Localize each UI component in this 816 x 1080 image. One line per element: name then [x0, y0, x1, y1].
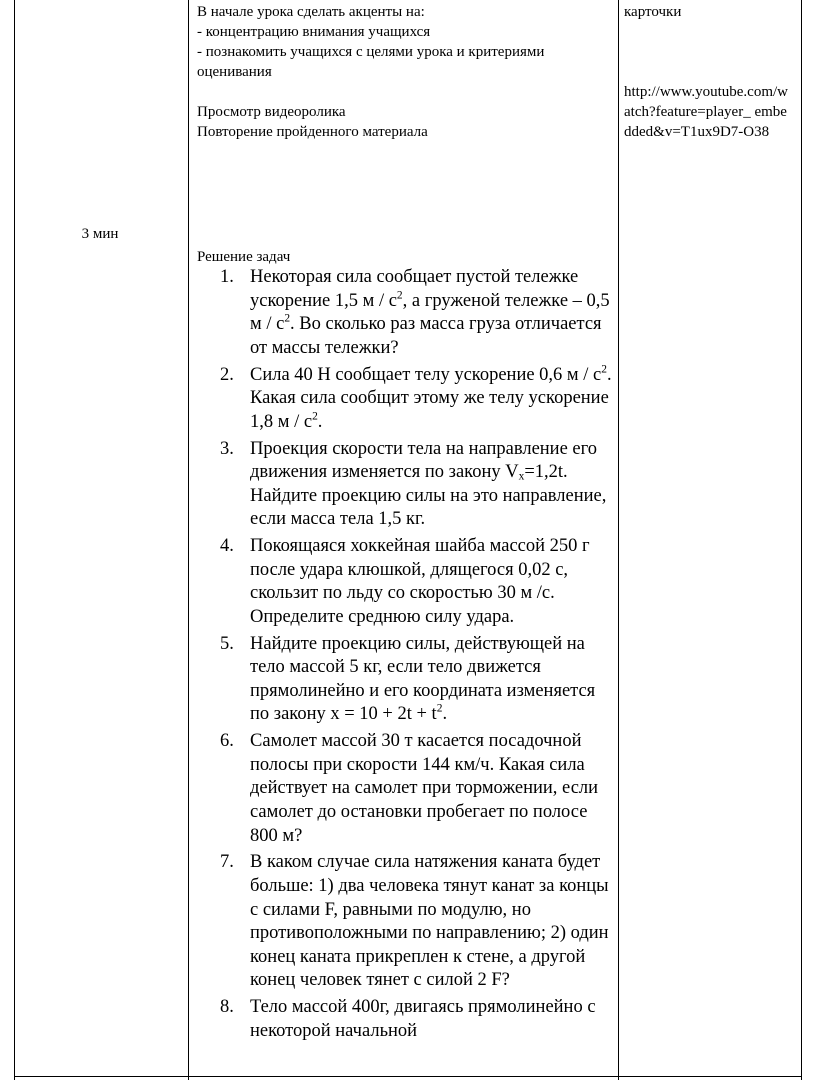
- table-border-bottom: [14, 1076, 802, 1077]
- table-border-left: [14, 0, 15, 1080]
- task-item: 8. Тело массой 400г, двигаясь прямолинейно с некоторой начальной: [220, 997, 596, 1041]
- cards-label: карточки: [624, 4, 682, 20]
- task-item: 7. В каком случае сила натяжения каната будет больше: 1) два человека тянут канат за концы с силами F, равными по модулю, но противоположными по направлению; 2) один конец каната прикреплен к стене, а другой конец человек тянет с силой 2 F?: [220, 852, 609, 991]
- intro-title: В начале урока сделать акценты на:: [197, 4, 425, 20]
- task-item: 3. Проекция скорости тела на направление его движения изменяется по закону $V_х=1,2t$. Найдите проекцию силы на это направление, если масса тела 1,5 кг.: [220, 438, 607, 530]
- table-divider-1: [188, 0, 189, 1080]
- task-item: 1. Некоторая сила сообщает пустой тележке ускорение 1,5 м / $с^2$, а груженой тележке – 0,5 м / $с^2$. Во сколько раз масса груза отличается от массы тележки?: [220, 267, 610, 358]
- repeat-step: Повторение пройденного материала: [197, 124, 428, 140]
- task-list: [220, 266, 615, 1047]
- resources-cell: [624, 2, 794, 142]
- lesson-intro: [197, 2, 617, 142]
- task-item: 5. Найдите проекцию силы, действующей на тело массой 5 кг, если тело движется прямолинейно и его координата изменяется по закону $х = 10 + 2t + t^2$.: [220, 633, 596, 725]
- intro-bullet-2: - познакомить учащихся с целями урока и критериями оценивания: [197, 44, 545, 80]
- tasks-heading: Решение задач: [197, 249, 291, 265]
- duration-cell: 3 мин: [81, 226, 119, 242]
- intro-bullet-1: - концентрацию внимания учащихся: [197, 24, 431, 40]
- task-item: 6. Самолет массой 30 т касается посадочной полосы при скорости 144 км/ч. Какая сила действует на самолет при торможении, если самолет до остановки пробегает по полосе 800 м?: [220, 731, 599, 846]
- table-border-right: [801, 0, 802, 1080]
- video-link[interactable]: http://www.youtube.com/watch?feature=player_ embedded&v=T1ux9D7-O38: [624, 84, 789, 140]
- table-divider-2: [618, 0, 619, 1080]
- task-item: 4. Покоящаяся хоккейная шайба массой 250 г после удара клюшкой, длящегося 0,02 с, скользит по льду со скоростью 30 м /с. Определите среднюю силу удара.: [220, 536, 590, 627]
- video-step: Просмотр видеоролика: [197, 104, 346, 120]
- task-item: 2. Сила 40 Н сообщает телу ускорение 0,6 м / $с^2$. Какая сила сообщит этому же телу ускорение 1,8 м / $с^2$.: [220, 363, 612, 432]
